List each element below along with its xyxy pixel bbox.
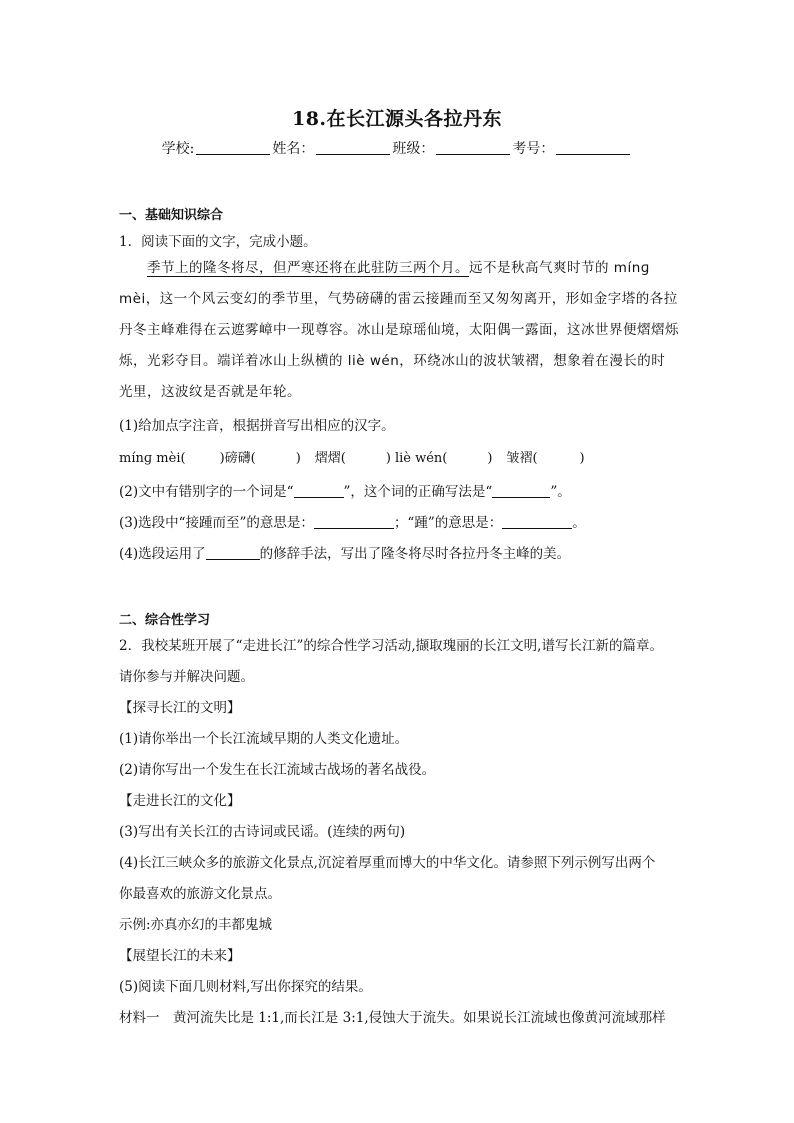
sub3-text-a: (3)选段中“接踵而至”的意思是： bbox=[119, 515, 314, 531]
question-2-line-1: 2．我校某班开展了“走进长江”的综合性学习活动,撷取瑰丽的长江文明,谱写长江新的篇章。 bbox=[119, 638, 663, 654]
topic-heading-3: 【展望长江的未来】 bbox=[119, 948, 241, 964]
example-text: 示例:亦真亦幻的丰都鬼城 bbox=[119, 917, 273, 933]
pinyin-item-5-close: ) bbox=[579, 451, 585, 466]
class-label: 班级： bbox=[392, 141, 435, 157]
question-1: 1．阅读下面的文字，完成小题。 bbox=[119, 234, 317, 250]
name-blank[interactable] bbox=[316, 140, 390, 155]
pinyin-item-5-open: 皱褶( bbox=[506, 451, 538, 466]
student-info-line bbox=[0, 138, 794, 158]
class-blank[interactable] bbox=[436, 140, 510, 155]
rhetoric-blank[interactable] bbox=[206, 547, 260, 560]
sub2-text-b: ”，这个词的正确写法是“ bbox=[343, 484, 493, 500]
wrong-word-blank[interactable] bbox=[294, 485, 344, 498]
task-3: (3)写出有关长江的古诗词或民谣。(连续的两句) bbox=[119, 824, 406, 840]
task-5: (5)阅读下面几则材料,写出你探究的结果。 bbox=[119, 979, 372, 995]
passage-row-1-rest: 远不是秋高气爽时节的 mínɡ bbox=[469, 260, 650, 276]
section-1-heading: 一、基础知识综合 bbox=[119, 208, 224, 223]
topic-heading-2: 【走进长江的文化】 bbox=[119, 793, 241, 809]
passage-row-5: 光里，这波纹是否就是年轮。 bbox=[119, 384, 301, 400]
school-blank[interactable] bbox=[196, 140, 270, 155]
school-label: 学校: bbox=[161, 141, 195, 157]
task-4-line-1: (4)长江三峡众多的旅游文化景点,沉淀着厚重而博大的中华文化。请参照下列示例写出两个 bbox=[119, 855, 656, 871]
task-2: (2)请你写出一个发生在长江流域古战场的著名战役。 bbox=[119, 762, 436, 778]
sub3-text-c: 。 bbox=[572, 515, 586, 531]
task-4-line-2: 你最喜欢的旅游文化景点。 bbox=[119, 886, 281, 902]
pinyin-item-1-open: mínɡ mèi( bbox=[119, 451, 186, 466]
correct-word-blank[interactable] bbox=[492, 485, 550, 498]
sub4-text-a: (4)选段运用了 bbox=[119, 546, 206, 562]
meaning-blank-1[interactable] bbox=[314, 516, 394, 529]
passage-row-3: 丹冬主峰难得在云遮雾嶂中一现尊容。冰山是琼瑶仙境，太阳偶一露面，这冰世界便熠熠烁 bbox=[119, 322, 679, 338]
sub-question-3 bbox=[119, 511, 586, 531]
meaning-blank-2[interactable] bbox=[502, 516, 572, 529]
sub3-text-b: ；“踵”的意思是： bbox=[393, 515, 503, 531]
passage-row-2: mèi，这一个风云变幻的季节里，气势磅礴的雷云接踵而至又匆匆离开，形如金字塔的各拉 bbox=[119, 291, 678, 307]
reading-passage bbox=[119, 253, 679, 408]
pinyin-items bbox=[119, 447, 585, 466]
topic-heading-1: 【探寻长江的文明】 bbox=[119, 700, 241, 716]
material-1: 材料一 黄河流失比是 1:1,而长江是 3:1,侵蚀大于流失。如果说长江流域也像黄河流域那样 bbox=[119, 1010, 666, 1026]
sub-question-2 bbox=[119, 480, 571, 500]
number-blank[interactable] bbox=[556, 140, 630, 155]
pinyin-item-4-close: ) bbox=[487, 451, 493, 466]
sub2-text-a: (2)文中有错别字的一个词是“ bbox=[119, 484, 294, 500]
pinyin-item-3-open: 熠熠( bbox=[314, 451, 346, 466]
page-title: 18.在长江源头各拉丹东 bbox=[291, 108, 503, 130]
passage-underlined: 季节上的隆冬将尽，但严寒还将在此驻防三两个月。 bbox=[147, 260, 469, 276]
pinyin-item-2-open: )磅礴( bbox=[219, 451, 256, 466]
pinyin-item-2-close: ) bbox=[295, 451, 301, 466]
number-label: 考号： bbox=[512, 141, 555, 157]
task-1: (1)请你举出一个长江流域早期的人类文化遗址。 bbox=[119, 731, 409, 747]
passage-row-1 bbox=[119, 253, 679, 284]
sub4-text-b: 的修辞手法，写出了隆冬将尽时各拉丹冬主峰的美。 bbox=[259, 546, 571, 562]
passage-row-4: 烁，光彩夺目。端详着冰山上纵横的 liè wén，环绕冰山的波状皱褶，想象着在漫长的时 bbox=[119, 353, 666, 369]
question-2-line-2: 请你参与并解决问题。 bbox=[119, 669, 254, 685]
sub2-text-c: ”。 bbox=[550, 484, 571, 500]
sub-question-4 bbox=[119, 542, 570, 562]
pinyin-item-4-open: liè wén( bbox=[394, 451, 448, 466]
sub-question-1: (1)给加点字注音，根据拼音写出相应的汉字。 bbox=[119, 418, 395, 434]
name-label: 姓名： bbox=[272, 141, 315, 157]
pinyin-item-3-close: ) bbox=[385, 451, 391, 466]
section-2-heading: 二、综合性学习 bbox=[119, 613, 211, 628]
